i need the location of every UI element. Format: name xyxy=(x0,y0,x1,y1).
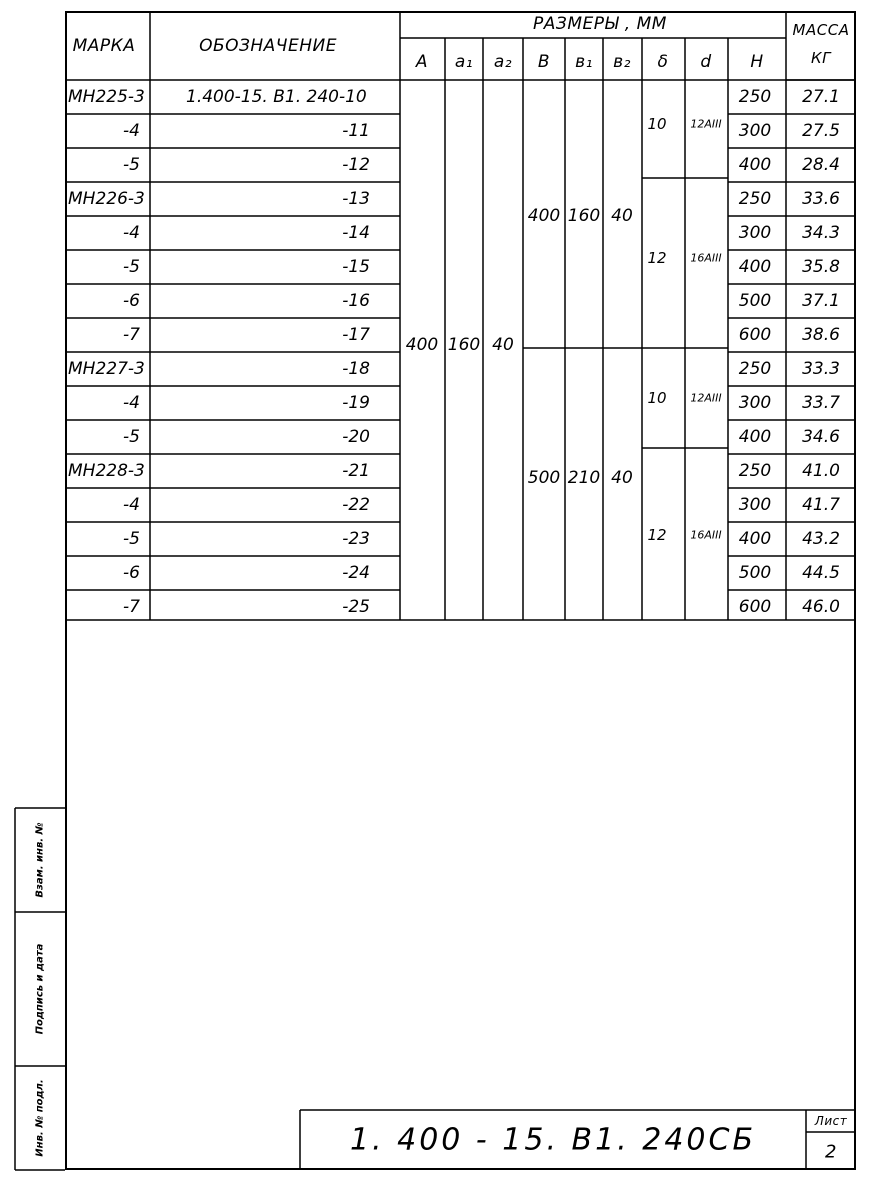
mass-cell: 37.1 xyxy=(802,291,840,311)
oboz-cell: -21 xyxy=(342,461,370,481)
value-B-top: 400 xyxy=(527,206,561,226)
subheader-A: А xyxy=(415,52,429,72)
side-label-vzam: Взам. инв. № xyxy=(34,822,46,898)
oboz-cell: -11 xyxy=(342,121,370,141)
marka-cell: -4 xyxy=(123,223,140,243)
subheader-b2: в₂ xyxy=(613,52,631,72)
height-cell: 600 xyxy=(738,597,772,617)
marka-cell: МН225-3 xyxy=(68,87,145,107)
side-label-inv: Инв. № подл. xyxy=(34,1079,46,1157)
marka-cell: -4 xyxy=(123,495,140,515)
value-b2-bottom: 40 xyxy=(611,468,633,488)
value-delta-2: 12 xyxy=(647,249,667,267)
header-oboznachenie: ОБОЗНАЧЕНИЕ xyxy=(199,36,337,56)
marka-cell: -4 xyxy=(123,121,140,141)
side-label-podpis: Подпись и дата xyxy=(34,943,46,1035)
subheader-B: В xyxy=(537,52,551,72)
oboz-cell: -14 xyxy=(342,223,370,243)
oboz-cell: -22 xyxy=(342,495,370,515)
oboz-cell: -15 xyxy=(342,257,370,277)
mass-cell: 28.4 xyxy=(802,155,840,175)
oboz-cell: -17 xyxy=(342,325,370,345)
stamp-code: 1. 400 - 15. В1. 240СБ xyxy=(349,1122,757,1158)
oboz-cell: -19 xyxy=(342,393,370,413)
header-razmery: РАЗМЕРЫ , ММ xyxy=(533,14,667,34)
oboz-cell: -13 xyxy=(342,189,370,209)
value-d-4: 16АIII xyxy=(690,528,722,542)
subheader-b1: в₁ xyxy=(575,52,593,72)
marka-cell: -5 xyxy=(123,427,140,447)
mass-cell: 33.7 xyxy=(802,393,840,413)
marka-cell: МН227-3 xyxy=(68,359,145,379)
header-massa: МАССА xyxy=(792,21,850,39)
oboz-cell: -18 xyxy=(342,359,370,379)
value-b1-bottom: 210 xyxy=(567,468,601,488)
oboz-cell: -25 xyxy=(342,597,370,617)
mass-cell: 34.3 xyxy=(802,223,840,243)
marka-cell: -7 xyxy=(123,325,140,345)
header-marka: МАРКА xyxy=(72,36,136,56)
mass-cell: 34.6 xyxy=(802,427,840,447)
value-B-bottom: 500 xyxy=(527,468,561,488)
height-cell: 600 xyxy=(738,325,772,345)
value-d-1: 12АIII xyxy=(690,117,722,131)
height-cell: 250 xyxy=(738,461,772,481)
oboz-cell: -20 xyxy=(342,427,370,447)
height-cell: 250 xyxy=(738,359,772,379)
height-cell: 400 xyxy=(738,155,772,175)
mass-cell: 35.8 xyxy=(802,257,840,277)
oboz-cell: -23 xyxy=(342,529,370,549)
oboz-cell: -12 xyxy=(342,155,370,175)
mass-cell: 27.1 xyxy=(802,87,840,107)
subheader-H: Н xyxy=(750,52,764,72)
mass-cell: 33.6 xyxy=(802,189,840,209)
oboz-cell: -16 xyxy=(342,291,370,311)
mass-cell: 38.6 xyxy=(802,325,840,345)
oboz-cell: 1.400-15. В1. 240-10 xyxy=(186,87,367,107)
height-cell: 300 xyxy=(738,121,772,141)
value-delta-3: 10 xyxy=(647,389,667,407)
height-cell: 300 xyxy=(738,495,772,515)
marka-cell: МН226-3 xyxy=(68,189,145,209)
mass-cell: 43.2 xyxy=(802,529,840,549)
value-a2: 40 xyxy=(492,335,514,355)
value-d-2: 16АIII xyxy=(690,251,722,265)
value-delta-1: 10 xyxy=(647,115,667,133)
subheader-a1: a₁ xyxy=(454,52,474,72)
oboz-cell: -24 xyxy=(342,563,370,583)
subheader-d: d xyxy=(700,52,712,72)
marka-cell: -5 xyxy=(123,155,140,175)
value-b2-top: 40 xyxy=(611,206,633,226)
sheet-number: 2 xyxy=(825,1141,837,1163)
marka-cell: -7 xyxy=(123,597,140,617)
value-A: 400 xyxy=(405,335,439,355)
marka-cell: -4 xyxy=(123,393,140,413)
marka-cell: -5 xyxy=(123,529,140,549)
height-cell: 300 xyxy=(738,393,772,413)
mass-cell: 33.3 xyxy=(802,359,840,379)
height-cell: 300 xyxy=(738,223,772,243)
mass-cell: 27.5 xyxy=(802,121,840,141)
height-cell: 250 xyxy=(738,87,772,107)
mass-cell: 46.0 xyxy=(802,597,840,617)
marka-cell: -6 xyxy=(123,563,140,583)
marka-cell: МН228-3 xyxy=(68,461,145,481)
header-massa-unit: КГ xyxy=(810,49,832,67)
value-a1: 160 xyxy=(447,335,481,355)
value-b1-top: 160 xyxy=(567,206,601,226)
height-cell: 400 xyxy=(738,257,772,277)
height-cell: 500 xyxy=(738,563,772,583)
value-delta-4: 12 xyxy=(647,526,667,544)
mass-cell: 44.5 xyxy=(802,563,840,583)
height-cell: 500 xyxy=(738,291,772,311)
height-cell: 400 xyxy=(738,529,772,549)
value-d-3: 12АIII xyxy=(690,391,722,405)
marka-cell: -5 xyxy=(123,257,140,277)
mass-cell: 41.0 xyxy=(802,461,840,481)
subheader-delta: δ xyxy=(657,52,669,72)
height-cell: 400 xyxy=(738,427,772,447)
mass-cell: 41.7 xyxy=(802,495,840,515)
subheader-a2: a₂ xyxy=(493,52,513,72)
height-cell: 250 xyxy=(738,189,772,209)
marka-cell: -6 xyxy=(123,291,140,311)
sheet-label: Лист xyxy=(814,1114,848,1128)
